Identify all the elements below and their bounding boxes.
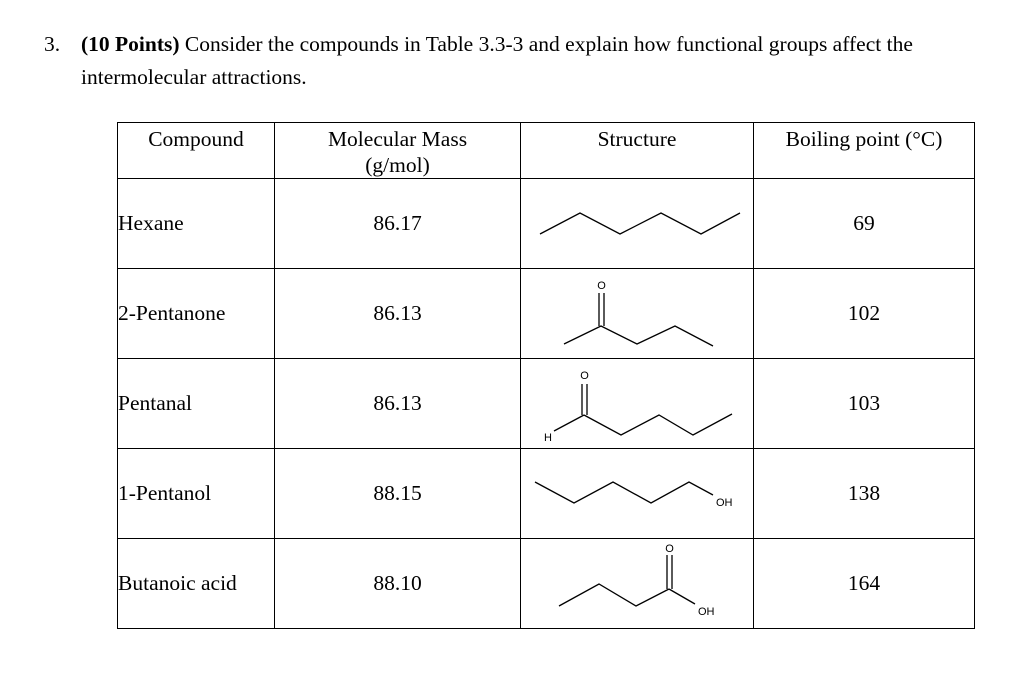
- header-mass-line2: (g/mol): [365, 153, 430, 177]
- 1-pentanol-skeletal-structure-icon: [521, 449, 753, 538]
- table-row: [118, 449, 975, 539]
- molecular-mass: 88.10: [275, 539, 521, 629]
- compound-name: 2-Pentanone: [118, 269, 275, 359]
- question-points: (10 Points): [81, 32, 180, 56]
- header-boiling-point: Boiling point (°C): [754, 123, 975, 179]
- hydroxyl-label: OH: [716, 497, 733, 509]
- boiling-point: 103: [754, 359, 975, 449]
- hydroxyl-label: OH: [698, 606, 715, 618]
- boiling-point: 138: [754, 449, 975, 539]
- structure-cell: [521, 539, 754, 629]
- header-structure: Structure: [521, 123, 754, 179]
- table-row: [118, 179, 975, 269]
- table-header-row: [118, 123, 975, 179]
- boiling-point: 164: [754, 539, 975, 629]
- hexane-skeletal-structure-icon: [521, 179, 753, 268]
- oxygen-label: O: [597, 280, 606, 292]
- molecular-mass: 86.13: [275, 269, 521, 359]
- hydrogen-label: H: [544, 432, 552, 444]
- boiling-point: 69: [754, 179, 975, 269]
- compound-name: Pentanal: [118, 359, 275, 449]
- molecular-mass: 86.13: [275, 359, 521, 449]
- compound-name: Butanoic acid: [118, 539, 275, 629]
- question: [44, 28, 1004, 94]
- compounds-table: [117, 122, 975, 629]
- header-molecular-mass: [275, 123, 521, 179]
- compound-name: Hexane: [118, 179, 275, 269]
- molecular-mass: 86.17: [275, 179, 521, 269]
- oxygen-label: O: [665, 543, 674, 555]
- table-row: [118, 359, 975, 449]
- table-row: [118, 269, 975, 359]
- butanoic-acid-skeletal-structure-icon: [521, 539, 753, 628]
- structure-cell: [521, 269, 754, 359]
- header-mass-line1: Molecular Mass: [327, 127, 468, 151]
- table-row: [118, 539, 975, 629]
- molecular-mass: 88.15: [275, 449, 521, 539]
- question-number: 3.: [44, 32, 61, 56]
- header-compound: Compound: [118, 123, 275, 179]
- structure-cell: [521, 449, 754, 539]
- compound-name: 1-Pentanol: [118, 449, 275, 539]
- boiling-point: 102: [754, 269, 975, 359]
- question-text: Consider the compounds in Table 3.3-3 and explain how functional groups affect the intermolecular attractions.: [81, 32, 913, 89]
- 2-pentanone-skeletal-structure-icon: [521, 269, 753, 358]
- oxygen-label: O: [580, 370, 589, 382]
- pentanal-skeletal-structure-icon: [521, 359, 753, 448]
- question-body: [81, 28, 1004, 94]
- structure-cell: [521, 179, 754, 269]
- structure-cell: [521, 359, 754, 449]
